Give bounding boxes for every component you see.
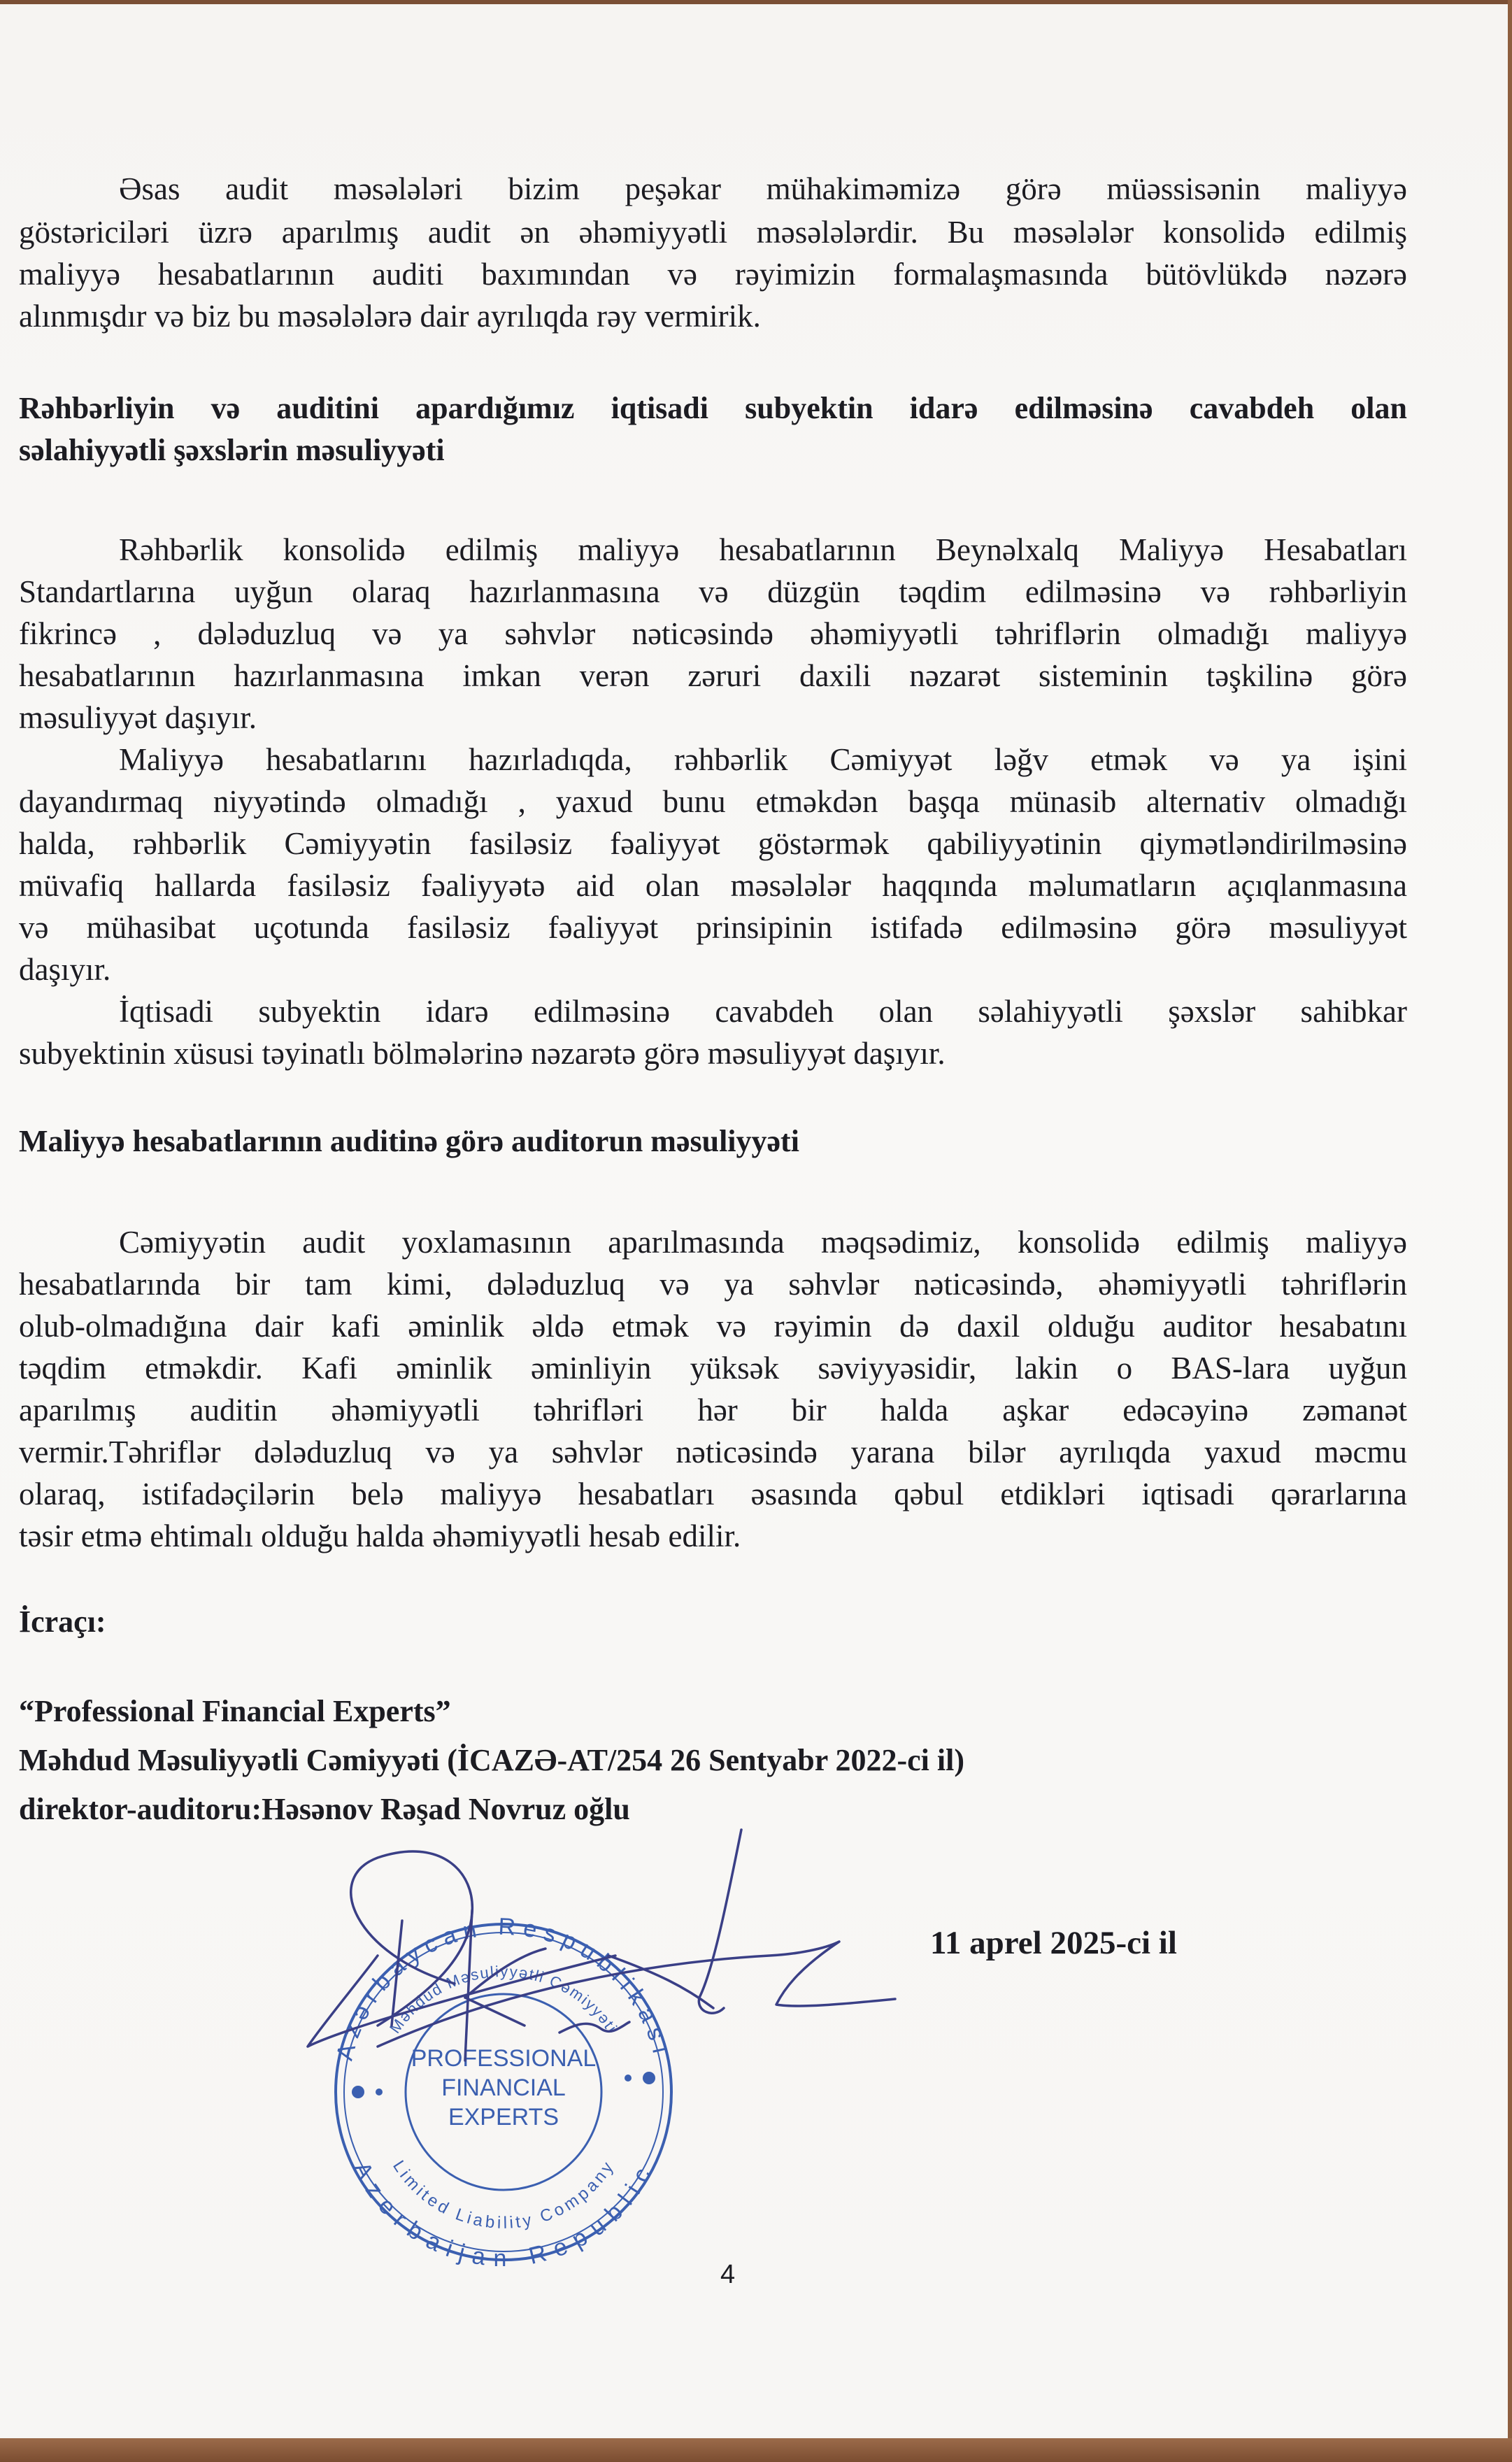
text-line: Cəmiyyətin audit yoxlamasının aparılmasında məqsədimiz, konsolidə edilmiş maliyyə [119,1225,1407,1260]
page-number: 4 [720,2260,736,2289]
table-surface-bottom [0,2438,1512,2462]
text-line: fikrincə , dələduzluq və ya səhvlər nəticəsində əhəmiyyətli təhriflərin olmadığı maliyyə [19,616,1407,651]
executor-label: İcraçı: [19,1604,106,1639]
text-line: olaraq, istifadəçilərin belə maliyyə hesabatları əsasında qəbul etdikləri iqtisadi qərarlarına [19,1477,1407,1511]
report-date: 11 aprel 2025-ci il [930,1925,1177,1961]
stamp-center-line: PROFESSIONAL [411,2045,597,2072]
stamp-inner-top-text: Məhdud Məsuliyyətli Cəmiyyəti [385,1962,622,2037]
text-line: və mühasibat uçotunda fasiləsiz fəaliyyət prinsipinin istifadə edilməsinə görə məsuliyyət [19,910,1407,945]
text-line: Maliyyə hesabatlarını hazırladıqda, rəhbərlik Cəmiyyət ləğv etmək və ya işini [119,742,1407,777]
stamp-center-line: EXPERTS [448,2104,559,2130]
text-line: təsir etmə ehtimalı olduğu halda əhəmiyyətli hesab edilir. [19,1518,741,1553]
stamp-outer-top-text: Azərbaycan Respublikası [331,1913,676,2063]
text-line: Rəhbərlik konsolidə edilmiş maliyyə hesabatlarının Beynəlxalq Maliyyə Hesabatları [119,532,1407,567]
text-line: vermir.Təhriflər dələduzluq və ya səhvlər nəticəsində yarana bilər ayrılıqda yaxud məcmu [19,1435,1407,1470]
text-line: dayandırmaq niyyətində olmadığı , yaxud bunu etməkdən başqa münasib alternativ olmadığı [19,784,1407,819]
text-line: təqdim etməkdir. Kafi əminlik əminliyin yüksək səviyyəsidir, lakin o BAS-lara uyğun [19,1351,1407,1386]
document-page [0,4,1508,2444]
text-line: göstəriciləri üzrə aparılmış audit ən əhəmiyyətli məsələlərdir. Bu məsələlər konsolidə edilmiş [19,215,1407,250]
text-line: Standartlarına uyğun olaraq hazırlanmasına və düzgün təqdim edilməsinə və rəhbərliyin [19,574,1407,609]
stamp-outer-bottom-text: Azerbaijan Republic [348,2157,659,2272]
text-line: olub-olmadığına dair kafi əminlik əldə etmək və rəyimin də daxil olduğu auditor hesabatını [19,1309,1407,1344]
text-line: hesabatlarının hazırlanmasına imkan verən zəruri daxili nəzarət sisteminin təşkilinə görə [19,658,1407,693]
text-line: alınmışdır və biz bu məsələlərə dair ayrılıqda rəy vermirik. [19,299,761,334]
table-surface-right [1508,0,1512,2462]
director-name: direktor-auditoru:Həsənov Rəşad Novruz oğlu [19,1792,630,1826]
handwritten-signature [294,1816,923,2109]
text-line: Əsas audit məsələləri bizim peşəkar mühakiməmizə görə müəssisənin maliyyə [119,171,1407,206]
text-line: məsuliyyət daşıyır. [19,700,257,735]
company-type-license: Məhdud Məsuliyyətli Cəmiyyəti (İCAZƏ-AT/254 26 Sentyabr 2022-ci il) [19,1743,965,1777]
text-line: İqtisadi subyektin idarə edilməsinə cavabdeh olan səlahiyyətli şəxslər sahibkar [119,994,1407,1029]
stamp-inner-bottom-text: Limited Liability Company [389,2157,618,2233]
heading-line: Rəhbərliyin və auditini apardığımız iqtisadi subyektin idarə edilməsinə cavabdeh olan [19,391,1407,425]
text-line: subyektinin xüsusi təyinatlı bölmələrinə nəzarətə görə məsuliyyət daşıyır. [19,1036,946,1071]
company-name: “Professional Financial Experts” [19,1694,451,1728]
heading-line: səlahiyyətli şəxslərin məsuliyyəti [19,433,445,467]
text-line: aparılmış auditin əhəmiyyətli təhrifləri hər bir halda aşkar edəcəyinə zəmanət [19,1393,1407,1428]
text-line: halda, rəhbərlik Cəmiyyətin fasiləsiz fəaliyyət göstərmək qabiliyyətinin qiymətləndirilməsinə [19,826,1407,861]
text-line: hesabatlarında bir tam kimi, dələduzluq və ya səhvlər nəticəsində, əhəmiyyətli təhriflərin [19,1267,1407,1302]
text-line: müvafiq hallarda fasiləsiz fəaliyyətə aid olan məsələlər haqqında məlumatların açıqlanmasına [19,868,1407,903]
text-line: daşıyır. [19,952,111,987]
text-line: maliyyə hesabatlarının auditi baxımından və rəyimizin formalaşmasında bütövlükdə nəzərə [19,257,1407,292]
stamp-center-line: FINANCIAL [441,2075,566,2101]
heading-auditor-responsibility: Maliyyə hesabatlarının auditinə görə auditorun məsuliyyəti [19,1124,799,1158]
